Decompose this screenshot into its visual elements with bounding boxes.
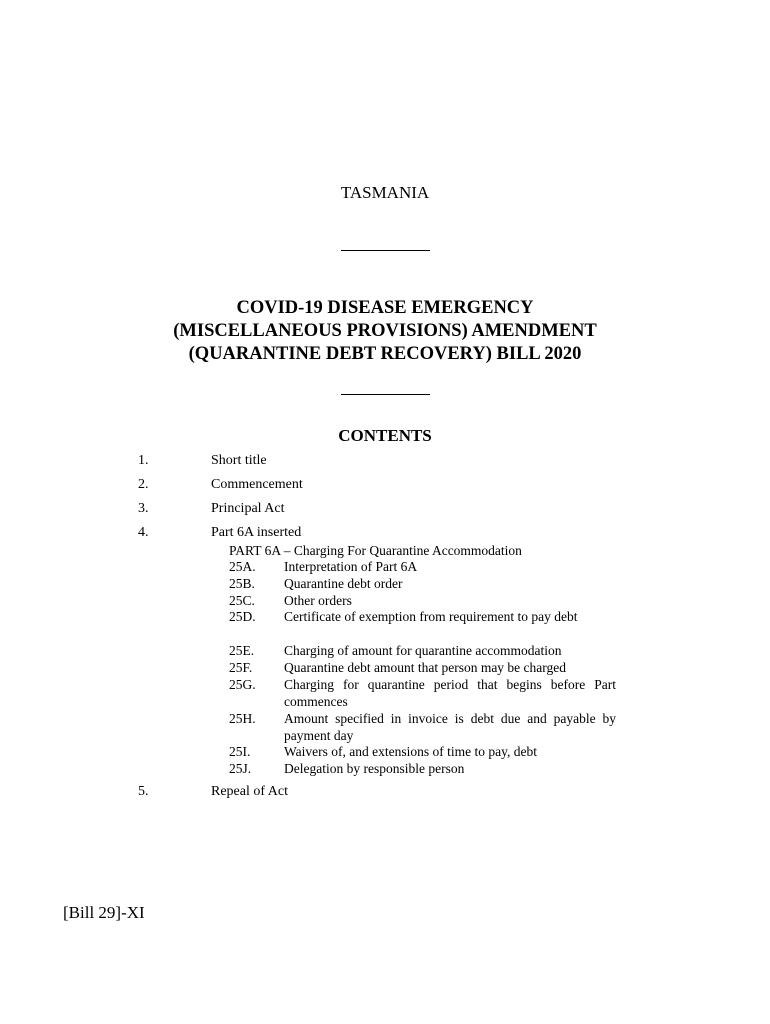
subsection-title: Amount specified in invoice is debt due and payable by payment day [284,711,616,743]
subsection-number: 25D. [229,609,256,624]
subsection-number: 25J. [229,761,252,776]
contents-heading: CONTENTS [338,426,432,445]
bill-title-line-2: (MISCELLANEOUS PROVISIONS) AMENDMENT [173,321,597,341]
subsection-number: 25E. [229,643,255,658]
subsection-number: 25F. [229,660,253,675]
subsection-title: Delegation by responsible person [284,761,465,776]
item-number: 3. [138,501,149,516]
item-title: Repeal of Act [211,784,288,799]
subsection-number: 25G. [229,677,256,692]
subsection-title: Charging of amount for quarantine accommodation [284,643,562,658]
divider-rule-bottom [341,394,430,395]
bill-title-line-3: (QUARANTINE DEBT RECOVERY) BILL 2020 [188,344,582,364]
part-heading: PART 6A – Charging For Quarantine Accommodation [229,543,522,558]
subsection-title: Certificate of exemption from requirement to pay debt [284,609,578,624]
item-title: Short title [211,453,267,468]
bill-number-footer: [Bill 29]-XI [63,903,145,922]
subsection-title: Interpretation of Part 6A [284,559,418,574]
subsection-title: Waivers of, and extensions of time to pay, debt [284,744,537,759]
subsection-number: 25H. [229,711,256,726]
item-number: 4. [138,525,149,540]
divider-rule-top [341,250,430,251]
subsection-title: Other orders [284,593,352,608]
bill-title-line-1: COVID-19 DISEASE EMERGENCY [236,298,534,318]
item-number: 1. [138,453,149,468]
subsection-number: 25B. [229,576,255,591]
item-number: 2. [138,477,149,492]
subsection-number: 25C. [229,593,255,608]
item-number: 5. [138,784,149,799]
subsection-title: Quarantine debt amount that person may be charged [284,660,567,675]
item-title: Part 6A inserted [211,525,302,540]
jurisdiction-heading: TASMANIA [340,183,430,202]
item-title: Commencement [211,477,303,492]
subsection-title: Quarantine debt order [284,576,403,591]
bill-title [0,297,770,366]
subsection-number: 25I. [229,744,251,759]
subsection-number: 25A. [229,559,256,574]
item-title: Principal Act [211,501,285,516]
subsection-title: Charging for quarantine period that begins before Part commences [284,677,616,709]
